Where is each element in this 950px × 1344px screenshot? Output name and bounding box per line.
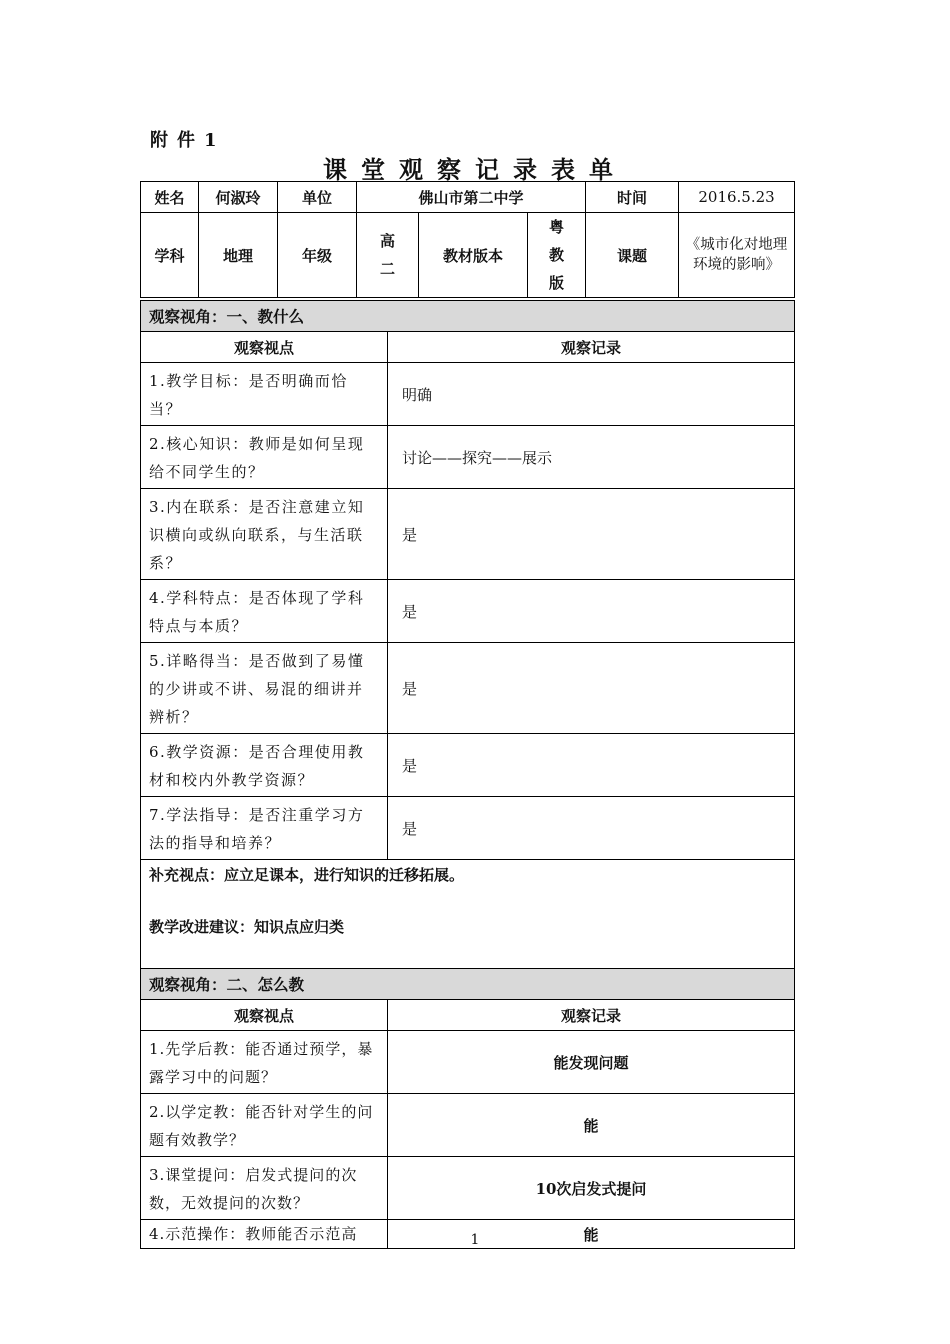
observation-point: 2.核心知识：教师是如何呈现给不同学生的？ bbox=[141, 426, 388, 489]
observation-point: 1.先学后教：能否通过预学，暴露学习中的问题？ bbox=[141, 1031, 388, 1094]
observation-record: 讨论——探究——展示 bbox=[388, 426, 795, 489]
observation-point: 4.学科特点：是否体现了学科特点与本质？ bbox=[141, 580, 388, 643]
observation-record: 能 bbox=[388, 1220, 795, 1249]
time-value: 2016.5.23 bbox=[679, 182, 795, 213]
subject-value: 地理 bbox=[199, 213, 278, 298]
observation-point: 2.以学定教：能否针对学生的问题有效教学？ bbox=[141, 1094, 388, 1157]
section2-col-record: 观察记录 bbox=[388, 1000, 795, 1031]
page-number: 1 bbox=[470, 1232, 480, 1248]
observation-point: 4.示范操作：教师能否示范高 bbox=[141, 1220, 388, 1249]
table-row bbox=[141, 1031, 795, 1094]
topic-value: 《城市化对地理环境的影响》 bbox=[679, 213, 795, 298]
info-table bbox=[140, 181, 795, 298]
table-row bbox=[141, 489, 795, 580]
observation-point: 6.教学资源：是否合理使用教材和校内外教学资源？ bbox=[141, 734, 388, 797]
topic-label: 课题 bbox=[586, 213, 679, 298]
observation-point: 3.课堂提问：启发式提问的次数，无效提问的次数？ bbox=[141, 1157, 388, 1220]
unit-label: 单位 bbox=[278, 182, 357, 213]
table-row bbox=[141, 734, 795, 797]
name-value: 何淑玲 bbox=[199, 182, 278, 213]
annex-label: 附件1 bbox=[150, 130, 226, 151]
observation-record: 是 bbox=[388, 489, 795, 580]
textbook-value bbox=[528, 213, 586, 298]
observation-point: 3.内在联系：是否注意建立知识横向或纵向联系，与生活联系？ bbox=[141, 489, 388, 580]
table-row bbox=[141, 1094, 795, 1157]
observation-point: 5.详略得当：是否做到了易懂的少讲或不讲、易混的细讲并辨析？ bbox=[141, 643, 388, 734]
section2-col-point: 观察视点 bbox=[141, 1000, 388, 1031]
section1-col-record: 观察记录 bbox=[388, 332, 795, 363]
grade-value-text: 高二 bbox=[380, 232, 396, 278]
observation-record: 是 bbox=[388, 734, 795, 797]
observation-record: 是 bbox=[388, 797, 795, 860]
subject-label: 学科 bbox=[141, 213, 199, 298]
suggestion-text: 教学改进建议：知识点应归类 bbox=[149, 918, 345, 936]
observation-point: 7.学法指导：是否注重学习方法的指导和培养？ bbox=[141, 797, 388, 860]
section2-title: 观察视角：二、怎么教 bbox=[141, 969, 795, 1000]
observation-point: 1.教学目标：是否明确而恰当？ bbox=[141, 363, 388, 426]
form-title: 课堂观察记录表单 bbox=[323, 155, 627, 184]
observation-record: 能发现问题 bbox=[388, 1031, 795, 1094]
grade-value bbox=[357, 213, 419, 298]
textbook-label: 教材版本 bbox=[419, 213, 528, 298]
observation-record: 明确 bbox=[388, 363, 795, 426]
table-row bbox=[141, 426, 795, 489]
section1-col-point: 观察视点 bbox=[141, 332, 388, 363]
table-row bbox=[141, 643, 795, 734]
supplement-cell bbox=[141, 860, 795, 969]
time-label: 时间 bbox=[586, 182, 679, 213]
table-row bbox=[141, 363, 795, 426]
table-row bbox=[141, 580, 795, 643]
name-label: 姓名 bbox=[141, 182, 199, 213]
observation-record: 是 bbox=[388, 580, 795, 643]
observation-record: 是 bbox=[388, 643, 795, 734]
table-row bbox=[141, 1157, 795, 1220]
observation-table bbox=[140, 300, 795, 1249]
grade-label: 年级 bbox=[278, 213, 357, 298]
supplement-text: 补充视点：应立足课本，进行知识的迁移拓展。 bbox=[149, 866, 465, 884]
info-row-2 bbox=[141, 213, 795, 298]
textbook-value-text: 粤教版 bbox=[549, 218, 565, 292]
info-row-1 bbox=[141, 182, 795, 213]
unit-value: 佛山市第二中学 bbox=[357, 182, 586, 213]
observation-record: 能 bbox=[388, 1094, 795, 1157]
observation-record: 10次启发式提问 bbox=[388, 1157, 795, 1220]
section1-title: 观察视角：一、教什么 bbox=[141, 301, 795, 332]
table-row bbox=[141, 797, 795, 860]
